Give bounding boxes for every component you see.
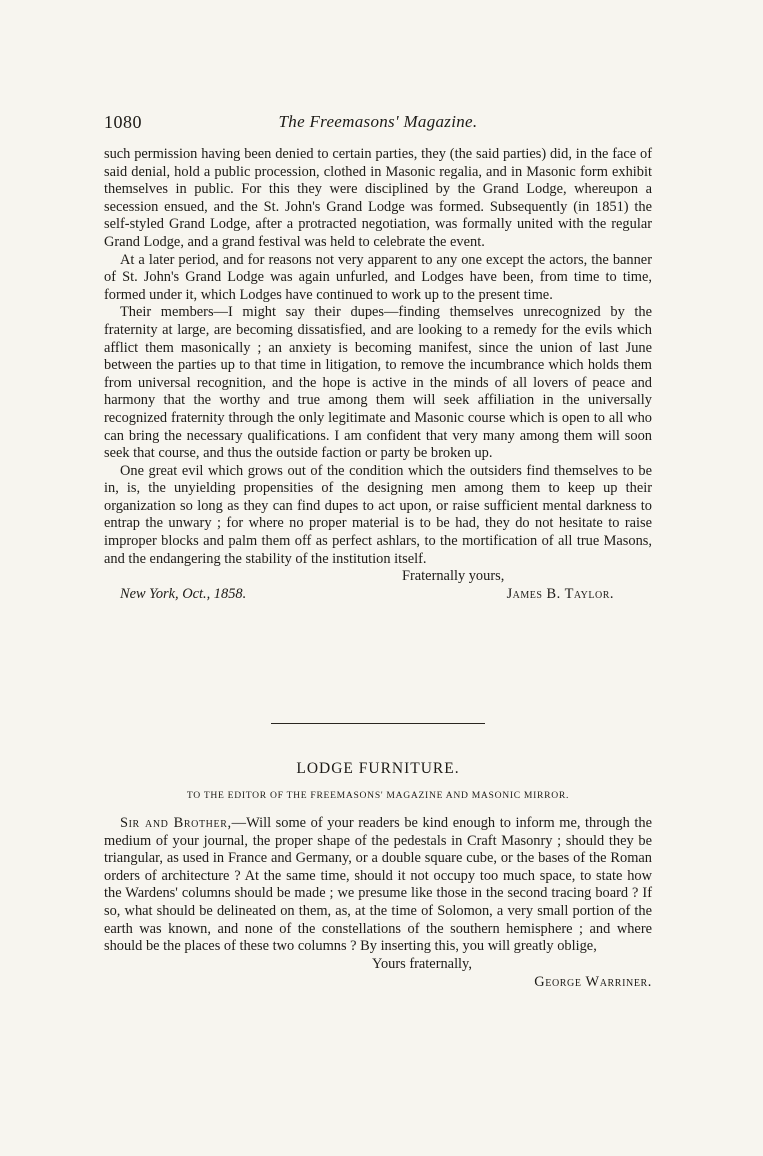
running-head bbox=[104, 112, 652, 136]
letter-paragraph-3: Their members—I might say their dupes—finding themselves unrecognized by the fraternity at large, are becoming dissatisfied, and are looking to a remedy for the evils which afflict them masonically ; an anxiety is becoming manifest, since the union of last June between the parties up to that time in litigation, to remove the incumbrance which holds them from universal recognition, and the hope is active in the minds of all lovers of peace and harmony that the worthy and true among them will seek affiliation in the universally recognized fraternity through the only legitimate and Masonic course which is open to all who can bring the necessary qualifications. I am confident that very many among them will soon seek that course, and thus the outside faction or party be broken up. bbox=[104, 304, 652, 462]
letter-paragraph-1: such permission having been denied to certain parties, they (the said parties) did, in the face of said denial, hold a public procession, clothed in Masonic regalia, and in Masonic form exhibit themselves in public. For this they were disciplined by the Grand Lodge, whereupon a secession ensued, and the St. John's Grand Lodge was formed. Subsequently (in 1851) the self-styled Grand Lodge, after a protracted negotiation, was formally united with the regular Grand Lodge, and a grand festival was held to celebrate the event. bbox=[104, 146, 652, 250]
running-title: The Freemasons' Magazine. bbox=[278, 112, 478, 131]
article-dedication: TO THE EDITOR OF THE FREEMASONS' MAGAZINE AND MASONIC MIRROR. bbox=[186, 790, 570, 801]
article-sign-off bbox=[104, 956, 652, 992]
article-valediction: Yours fraternally, bbox=[372, 955, 472, 972]
article-signature: George Warriner. bbox=[534, 973, 652, 990]
page-number: 1080 bbox=[104, 112, 142, 132]
letter-paragraph-2: At a later period, and for reasons not very apparent to any one except the actors, the banner of St. John's Grand Lodge was again unfurled, and Lodges have been, from time to time, formed under it, which Lodges have continued to work up to the present time. bbox=[104, 251, 652, 303]
lodge-furniture-article bbox=[104, 760, 652, 992]
article-title: LODGE FURNITURE. bbox=[296, 760, 460, 777]
letter-signature: James B. Taylor. bbox=[506, 586, 614, 603]
article-body bbox=[104, 815, 652, 956]
letter-closing bbox=[104, 568, 652, 604]
article-salutation: Sir and Brother, bbox=[120, 815, 232, 831]
letter-paragraph-4: One great evil which grows out of the condition which the outsiders find themselves to be in, is, the unyielding propensities of the designing men among them to keep up their organization so long as they can find dupes to act upon, or raise sufficient mental darkness to entrap the unwary ; for where no proper material is to be had, they do not hesitate to raise improper blocks and palm them off as perfect ashlars, to the mortification of all true Masons, and the endangering the stability of the institution itself. bbox=[104, 462, 652, 567]
article-body-text: —Will some of your readers be kind enough to inform me, through the medium of your journal, the proper shape of the pedestals in Craft Masonry ; should they be triangular, as used in France and Germany, or a double square cube, or the bases of the Roman orders of architecture ? At the same time, should it not occupy too much space, to state how the Wardens' columns should be made ; we presume like those in the second tracing board ? If so, what should be delineated on them, as, at the time of Solomon, a very small portion of the earth was known, and none of the constellations of the southern hemisphere ; and where should be the places of these two columns ? By inserting this, you will greatly oblige, bbox=[104, 815, 652, 955]
letter-place-date: New York, Oct., 1858. bbox=[120, 586, 247, 603]
letter-valediction: Fraternally yours, bbox=[402, 568, 505, 585]
section-divider bbox=[271, 723, 485, 724]
letter-continuation bbox=[104, 146, 652, 604]
